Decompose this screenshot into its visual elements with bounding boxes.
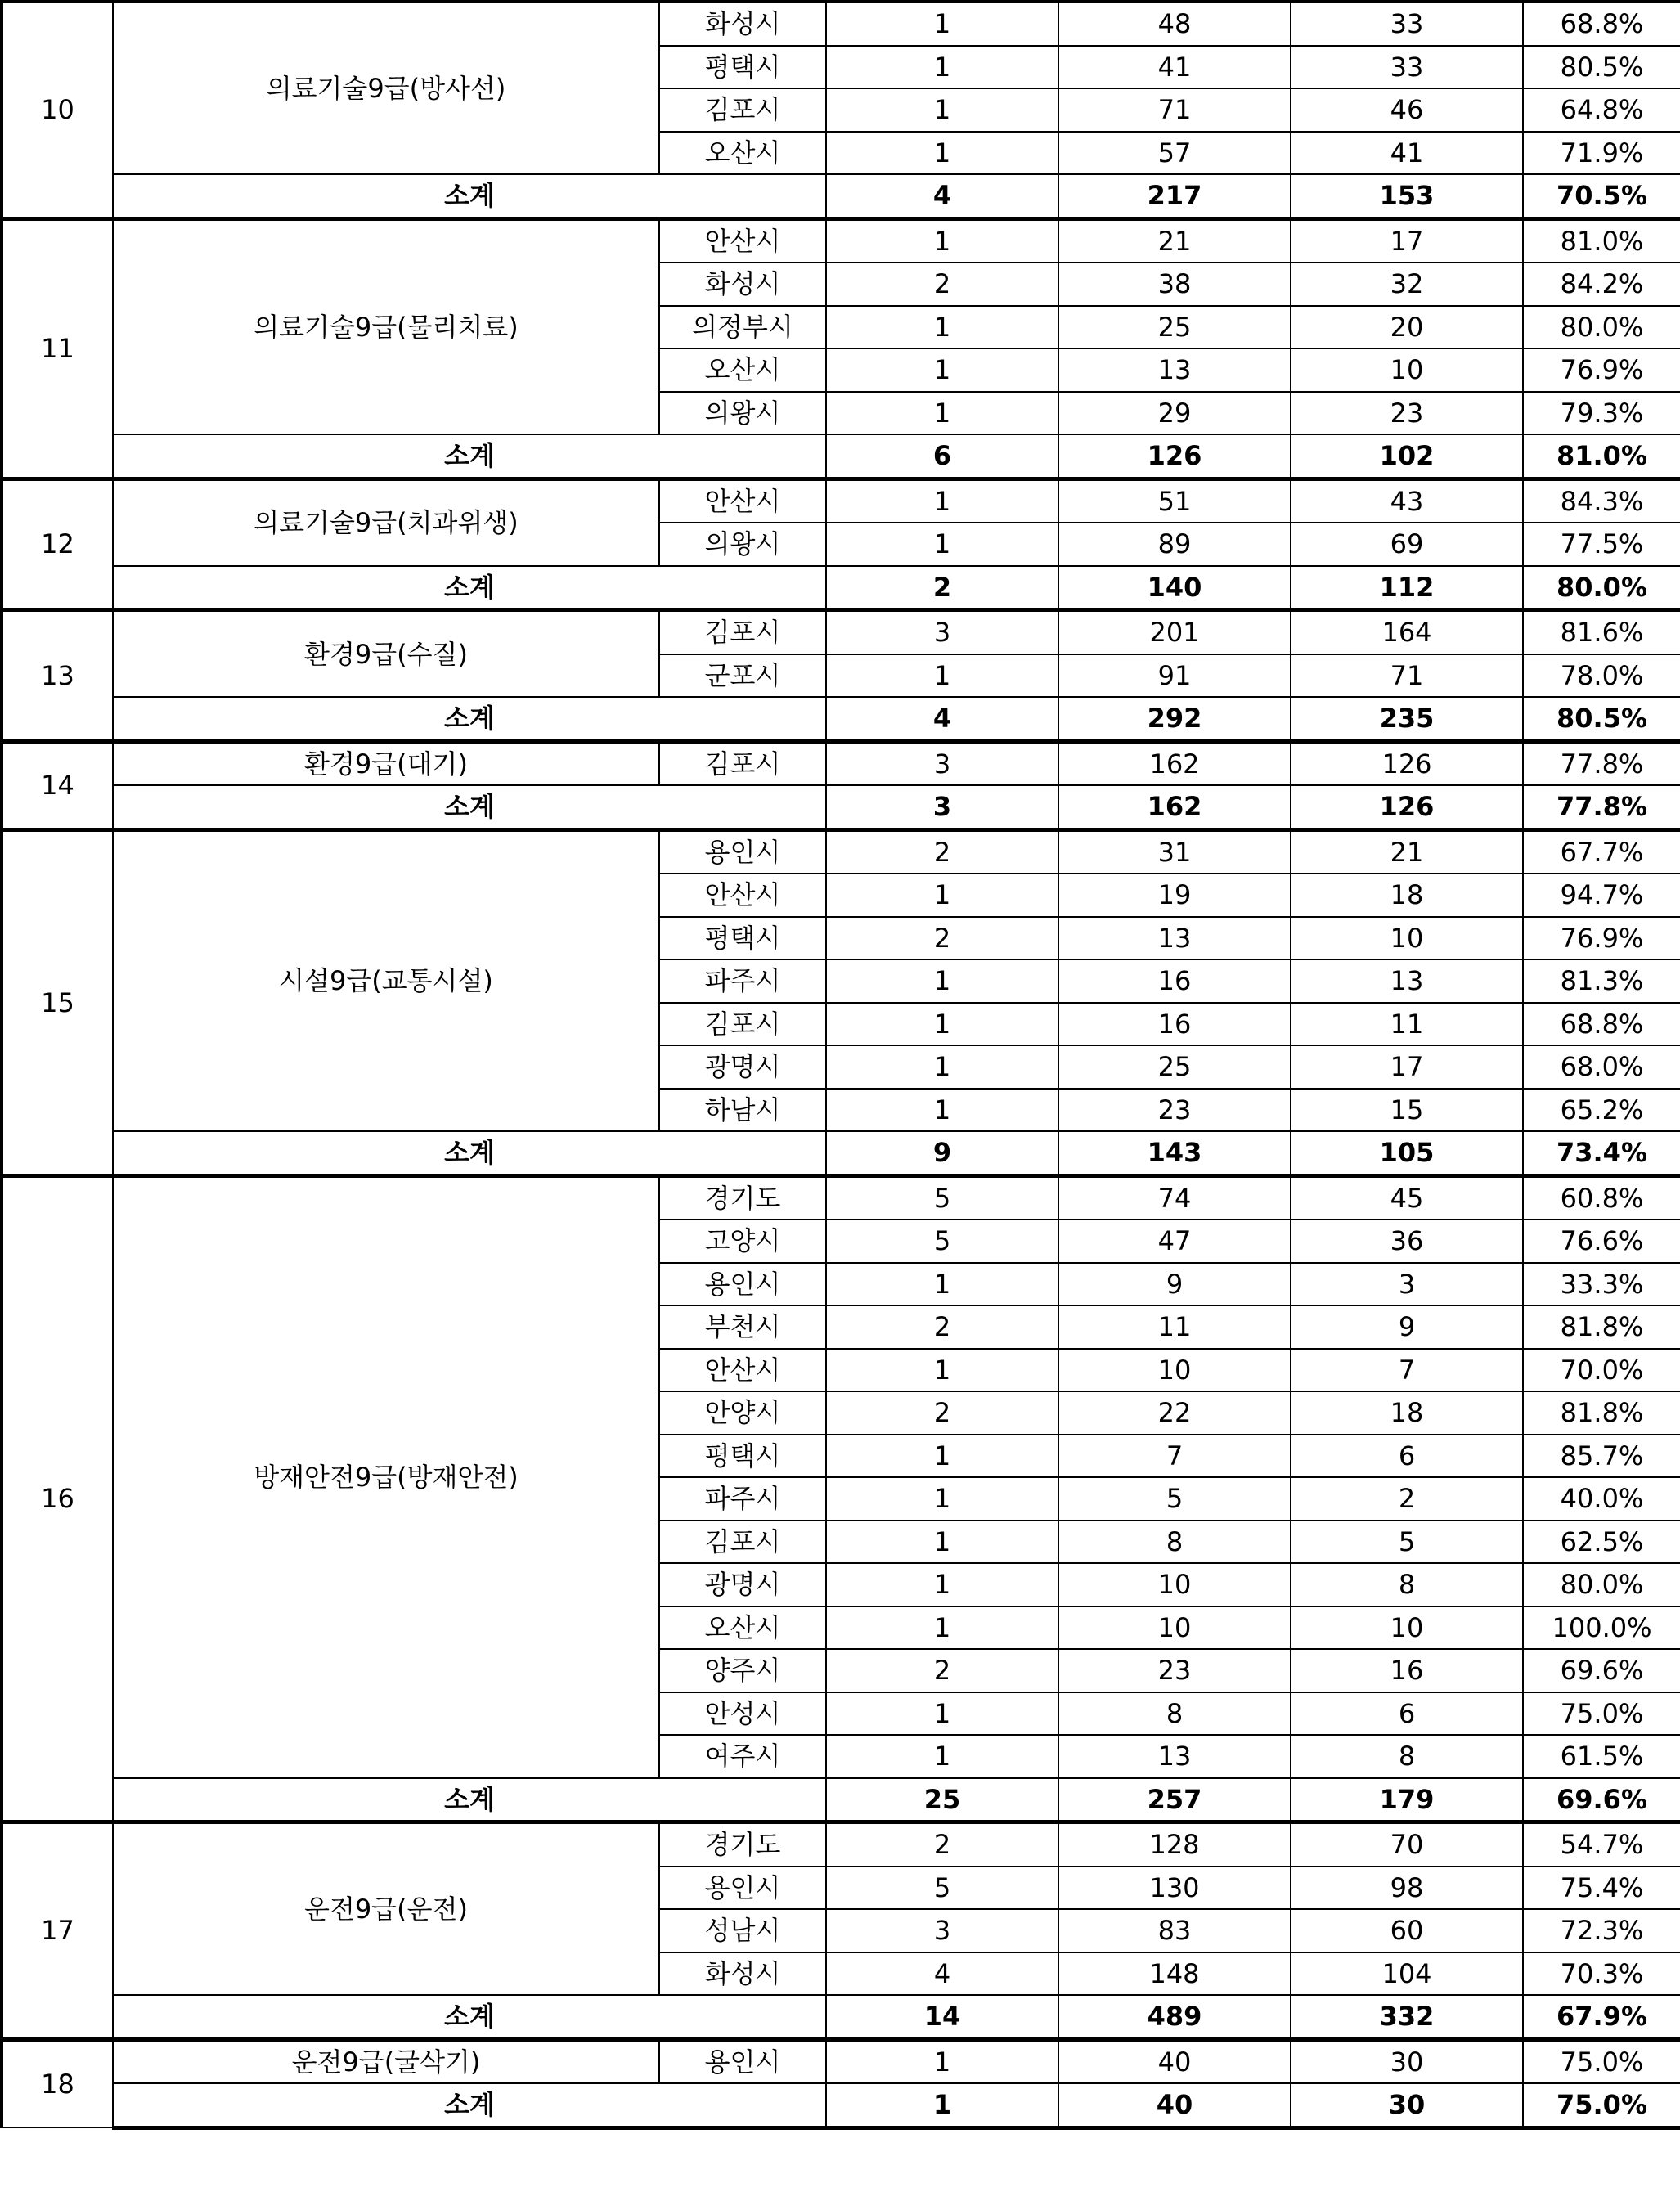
group-number: 16 [2, 1175, 113, 1822]
region-cell: 오산시 [659, 132, 826, 175]
applicants-cell: 13 [1058, 917, 1291, 960]
rate-cell: 71.9% [1523, 132, 1680, 175]
hires-cell: 1 [826, 218, 1058, 263]
region-cell: 성남시 [659, 1909, 826, 1952]
table-row [2, 1175, 1680, 1220]
subtotal-row [2, 697, 1680, 741]
subtotal-rate: 81.0% [1523, 434, 1680, 478]
applicants-cell: 71 [1058, 88, 1291, 132]
hires-cell: 1 [826, 654, 1058, 698]
attendees-cell: 41 [1291, 132, 1523, 175]
region-cell: 의왕시 [659, 523, 826, 566]
rate-cell: 77.5% [1523, 523, 1680, 566]
position-name: 의료기술9급(치과위생) [113, 478, 659, 566]
rate-cell: 76.9% [1523, 348, 1680, 392]
subtotal-attendees: 179 [1291, 1778, 1523, 1822]
rate-cell: 33.3% [1523, 1263, 1680, 1306]
rate-cell: 81.8% [1523, 1305, 1680, 1349]
rate-cell: 81.0% [1523, 218, 1680, 263]
rate-cell: 67.7% [1523, 829, 1680, 874]
region-cell: 경기도 [659, 1822, 826, 1867]
region-cell: 파주시 [659, 1477, 826, 1521]
region-cell: 용인시 [659, 1867, 826, 1910]
position-name: 운전9급(운전) [113, 1822, 659, 1996]
region-cell: 김포시 [659, 1003, 826, 1046]
region-cell: 화성시 [659, 1952, 826, 1996]
subtotal-attendees: 30 [1291, 2083, 1523, 2127]
rate-cell: 60.8% [1523, 1175, 1680, 1220]
applicants-cell: 29 [1058, 392, 1291, 435]
attendees-cell: 21 [1291, 829, 1523, 874]
subtotal-row [2, 2083, 1680, 2127]
applicants-cell: 8 [1058, 1521, 1291, 1564]
applicants-cell: 23 [1058, 1649, 1291, 1692]
attendees-cell: 30 [1291, 2039, 1523, 2083]
table-row [2, 478, 1680, 523]
rate-cell: 81.3% [1523, 959, 1680, 1003]
group-number: 10 [2, 2, 113, 218]
region-cell: 의정부시 [659, 306, 826, 349]
table-row [2, 829, 1680, 874]
applicants-cell: 89 [1058, 523, 1291, 566]
region-cell: 오산시 [659, 348, 826, 392]
applicants-cell: 25 [1058, 1045, 1291, 1089]
hires-cell: 1 [826, 132, 1058, 175]
attendees-cell: 17 [1291, 1045, 1523, 1089]
subtotal-row [2, 566, 1680, 610]
attendees-cell: 7 [1291, 1349, 1523, 1392]
rate-cell: 72.3% [1523, 1909, 1680, 1952]
region-cell: 광명시 [659, 1045, 826, 1089]
rate-cell: 85.7% [1523, 1435, 1680, 1478]
applicants-cell: 130 [1058, 1867, 1291, 1910]
attendees-cell: 60 [1291, 1909, 1523, 1952]
rate-cell: 77.8% [1523, 741, 1680, 785]
hires-cell: 1 [826, 1045, 1058, 1089]
hires-cell: 2 [826, 1305, 1058, 1349]
region-cell: 용인시 [659, 829, 826, 874]
subtotal-rate: 75.0% [1523, 2083, 1680, 2127]
region-cell: 용인시 [659, 2039, 826, 2083]
attendees-cell: 70 [1291, 1822, 1523, 1867]
subtotal-applicants: 162 [1058, 785, 1291, 829]
applicants-cell: 8 [1058, 1692, 1291, 1736]
region-cell: 용인시 [659, 1263, 826, 1306]
hires-cell: 1 [826, 2, 1058, 46]
hires-cell: 1 [826, 1435, 1058, 1478]
attendees-cell: 33 [1291, 2, 1523, 46]
region-cell: 안산시 [659, 478, 826, 523]
subtotal-rate: 69.6% [1523, 1778, 1680, 1822]
group-number: 14 [2, 741, 113, 829]
attendees-cell: 18 [1291, 874, 1523, 917]
region-cell: 안양시 [659, 1391, 826, 1435]
hires-cell: 1 [826, 1521, 1058, 1564]
subtotal-hires: 6 [826, 434, 1058, 478]
position-name: 시설9급(교통시설) [113, 829, 659, 1131]
subtotal-rate: 80.5% [1523, 697, 1680, 741]
attendees-cell: 46 [1291, 88, 1523, 132]
attendees-cell: 11 [1291, 1003, 1523, 1046]
table-row [2, 1822, 1680, 1867]
region-cell: 파주시 [659, 959, 826, 1003]
table-row [2, 218, 1680, 263]
region-cell: 군포시 [659, 654, 826, 698]
subtotal-attendees: 332 [1291, 1995, 1523, 2039]
hires-cell: 1 [826, 959, 1058, 1003]
hires-cell: 1 [826, 1692, 1058, 1736]
hires-cell: 5 [826, 1175, 1058, 1220]
subtotal-hires: 14 [826, 1995, 1058, 2039]
hires-cell: 1 [826, 1735, 1058, 1778]
subtotal-hires: 1 [826, 2083, 1058, 2127]
applicants-cell: 74 [1058, 1175, 1291, 1220]
subtotal-label: 소계 [113, 697, 826, 741]
attendees-cell: 6 [1291, 1435, 1523, 1478]
subtotal-applicants: 292 [1058, 697, 1291, 741]
subtotal-applicants: 126 [1058, 434, 1291, 478]
region-cell: 김포시 [659, 741, 826, 785]
applicants-cell: 128 [1058, 1822, 1291, 1867]
group-number: 17 [2, 1822, 113, 2040]
subtotal-label: 소계 [113, 434, 826, 478]
attendees-cell: 69 [1291, 523, 1523, 566]
applicants-cell: 16 [1058, 959, 1291, 1003]
rate-cell: 70.0% [1523, 1349, 1680, 1392]
rate-cell: 76.6% [1523, 1220, 1680, 1263]
applicants-cell: 22 [1058, 1391, 1291, 1435]
subtotal-label: 소계 [113, 174, 826, 218]
applicants-cell: 7 [1058, 1435, 1291, 1478]
hires-cell: 2 [826, 1391, 1058, 1435]
subtotal-rate: 70.5% [1523, 174, 1680, 218]
rate-cell: 75.0% [1523, 1692, 1680, 1736]
applicants-cell: 162 [1058, 741, 1291, 785]
hires-cell: 1 [826, 1349, 1058, 1392]
hires-cell: 5 [826, 1220, 1058, 1263]
region-cell: 안산시 [659, 874, 826, 917]
rate-cell: 61.5% [1523, 1735, 1680, 1778]
attendees-cell: 20 [1291, 306, 1523, 349]
subtotal-applicants: 217 [1058, 174, 1291, 218]
hires-cell: 1 [826, 874, 1058, 917]
applicants-cell: 83 [1058, 1909, 1291, 1952]
attendees-cell: 98 [1291, 1867, 1523, 1910]
rate-cell: 84.2% [1523, 263, 1680, 306]
hires-cell: 2 [826, 917, 1058, 960]
rate-cell: 94.7% [1523, 874, 1680, 917]
hires-cell: 2 [826, 1649, 1058, 1692]
subtotal-row [2, 1131, 1680, 1175]
subtotal-hires: 25 [826, 1778, 1058, 1822]
hires-cell: 1 [826, 1263, 1058, 1306]
subtotal-hires: 2 [826, 566, 1058, 610]
rate-cell: 65.2% [1523, 1089, 1680, 1132]
region-cell: 의왕시 [659, 392, 826, 435]
subtotal-hires: 4 [826, 697, 1058, 741]
rate-cell: 100.0% [1523, 1606, 1680, 1650]
attendees-cell: 5 [1291, 1521, 1523, 1564]
hires-cell: 3 [826, 610, 1058, 654]
region-cell: 평택시 [659, 917, 826, 960]
rate-cell: 84.3% [1523, 478, 1680, 523]
attendees-cell: 8 [1291, 1735, 1523, 1778]
region-cell: 양주시 [659, 1649, 826, 1692]
position-name: 운전9급(굴삭기) [113, 2039, 659, 2083]
applicants-cell: 201 [1058, 610, 1291, 654]
hires-cell: 1 [826, 1606, 1058, 1650]
group-number: 12 [2, 478, 113, 610]
applicants-cell: 10 [1058, 1349, 1291, 1392]
attendees-cell: 10 [1291, 1606, 1523, 1650]
region-cell: 안성시 [659, 1692, 826, 1736]
subtotal-hires: 3 [826, 785, 1058, 829]
region-cell: 부천시 [659, 1305, 826, 1349]
region-cell: 김포시 [659, 610, 826, 654]
region-cell: 오산시 [659, 1606, 826, 1650]
subtotal-applicants: 143 [1058, 1131, 1291, 1175]
position-name: 의료기술9급(물리치료) [113, 218, 659, 434]
region-cell: 화성시 [659, 2, 826, 46]
subtotal-applicants: 140 [1058, 566, 1291, 610]
region-cell: 고양시 [659, 1220, 826, 1263]
subtotal-label: 소계 [113, 1778, 826, 1822]
applicants-cell: 48 [1058, 2, 1291, 46]
subtotal-row [2, 174, 1680, 218]
subtotal-label: 소계 [113, 1995, 826, 2039]
attendees-cell: 71 [1291, 654, 1523, 698]
table-row [2, 610, 1680, 654]
attendees-cell: 3 [1291, 1263, 1523, 1306]
hires-cell: 1 [826, 478, 1058, 523]
table-row [2, 2039, 1680, 2083]
subtotal-attendees: 126 [1291, 785, 1523, 829]
subtotal-attendees: 235 [1291, 697, 1523, 741]
rate-cell: 69.6% [1523, 1649, 1680, 1692]
subtotal-applicants: 489 [1058, 1995, 1291, 2039]
region-cell: 화성시 [659, 263, 826, 306]
attendees-cell: 164 [1291, 610, 1523, 654]
hires-cell: 2 [826, 1822, 1058, 1867]
position-name: 의료기술9급(방사선) [113, 2, 659, 174]
attendees-cell: 36 [1291, 1220, 1523, 1263]
region-cell: 평택시 [659, 46, 826, 89]
attendees-cell: 2 [1291, 1477, 1523, 1521]
applicants-cell: 51 [1058, 478, 1291, 523]
applicants-cell: 23 [1058, 1089, 1291, 1132]
attendees-cell: 126 [1291, 741, 1523, 785]
attendees-cell: 33 [1291, 46, 1523, 89]
applicants-cell: 10 [1058, 1606, 1291, 1650]
attendees-cell: 16 [1291, 1649, 1523, 1692]
subtotal-rate: 67.9% [1523, 1995, 1680, 2039]
subtotal-attendees: 153 [1291, 174, 1523, 218]
subtotal-row [2, 1778, 1680, 1822]
region-cell: 하남시 [659, 1089, 826, 1132]
hires-cell: 1 [826, 523, 1058, 566]
subtotal-row [2, 434, 1680, 478]
subtotal-label: 소계 [113, 785, 826, 829]
rate-cell: 62.5% [1523, 1521, 1680, 1564]
subtotal-label: 소계 [113, 2083, 826, 2127]
hires-cell: 1 [826, 348, 1058, 392]
hires-cell: 1 [826, 1477, 1058, 1521]
hires-cell: 2 [826, 263, 1058, 306]
applicants-cell: 16 [1058, 1003, 1291, 1046]
attendees-cell: 13 [1291, 959, 1523, 1003]
table-row [2, 2, 1680, 46]
hires-cell: 1 [826, 1089, 1058, 1132]
attendees-cell: 18 [1291, 1391, 1523, 1435]
applicants-cell: 10 [1058, 1563, 1291, 1606]
region-cell: 안산시 [659, 218, 826, 263]
subtotal-row [2, 1995, 1680, 2039]
attendees-cell: 10 [1291, 917, 1523, 960]
position-name: 방재안전9급(방재안전) [113, 1175, 659, 1778]
region-cell: 경기도 [659, 1175, 826, 1220]
applicants-cell: 41 [1058, 46, 1291, 89]
attendees-cell: 15 [1291, 1089, 1523, 1132]
applicants-cell: 9 [1058, 1263, 1291, 1306]
subtotal-label: 소계 [113, 566, 826, 610]
attendees-cell: 104 [1291, 1952, 1523, 1996]
rate-cell: 54.7% [1523, 1822, 1680, 1867]
applicants-cell: 40 [1058, 2039, 1291, 2083]
attendees-cell: 8 [1291, 1563, 1523, 1606]
hires-cell: 1 [826, 306, 1058, 349]
rate-cell: 75.4% [1523, 1867, 1680, 1910]
group-number: 15 [2, 829, 113, 1175]
subtotal-attendees: 105 [1291, 1131, 1523, 1175]
subtotal-row [2, 785, 1680, 829]
region-cell: 안산시 [659, 1349, 826, 1392]
applicants-cell: 38 [1058, 263, 1291, 306]
subtotal-rate: 73.4% [1523, 1131, 1680, 1175]
subtotal-attendees: 102 [1291, 434, 1523, 478]
position-name: 환경9급(대기) [113, 741, 659, 785]
attendees-cell: 23 [1291, 392, 1523, 435]
region-cell: 김포시 [659, 88, 826, 132]
hires-cell: 1 [826, 2039, 1058, 2083]
applicants-cell: 25 [1058, 306, 1291, 349]
region-cell: 여주시 [659, 1735, 826, 1778]
rate-cell: 70.3% [1523, 1952, 1680, 1996]
rate-cell: 81.8% [1523, 1391, 1680, 1435]
rate-cell: 81.6% [1523, 610, 1680, 654]
rate-cell: 68.8% [1523, 1003, 1680, 1046]
hires-cell: 4 [826, 1952, 1058, 1996]
applicants-cell: 13 [1058, 1735, 1291, 1778]
rate-cell: 68.8% [1523, 2, 1680, 46]
subtotal-rate: 77.8% [1523, 785, 1680, 829]
hires-cell: 3 [826, 1909, 1058, 1952]
rate-cell: 80.5% [1523, 46, 1680, 89]
hires-cell: 1 [826, 1003, 1058, 1046]
attendees-cell: 17 [1291, 218, 1523, 263]
applicants-cell: 5 [1058, 1477, 1291, 1521]
rate-cell: 80.0% [1523, 306, 1680, 349]
subtotal-hires: 9 [826, 1131, 1058, 1175]
attendees-cell: 32 [1291, 263, 1523, 306]
attendees-cell: 9 [1291, 1305, 1523, 1349]
hires-cell: 5 [826, 1867, 1058, 1910]
table-row [2, 741, 1680, 785]
hires-cell: 2 [826, 829, 1058, 874]
applicants-cell: 148 [1058, 1952, 1291, 1996]
attendees-cell: 6 [1291, 1692, 1523, 1736]
hires-cell: 1 [826, 392, 1058, 435]
table-body [2, 2, 1680, 2127]
group-number: 11 [2, 218, 113, 478]
position-name: 환경9급(수질) [113, 610, 659, 698]
group-number: 18 [2, 2039, 113, 2127]
subtotal-label: 소계 [113, 1131, 826, 1175]
rate-cell: 79.3% [1523, 392, 1680, 435]
applicants-cell: 47 [1058, 1220, 1291, 1263]
rate-cell: 64.8% [1523, 88, 1680, 132]
applicants-cell: 11 [1058, 1305, 1291, 1349]
region-cell: 평택시 [659, 1435, 826, 1478]
group-number: 13 [2, 610, 113, 742]
subtotal-applicants: 40 [1058, 2083, 1291, 2127]
subtotal-hires: 4 [826, 174, 1058, 218]
applicants-cell: 57 [1058, 132, 1291, 175]
applicants-cell: 13 [1058, 348, 1291, 392]
attendees-cell: 45 [1291, 1175, 1523, 1220]
hires-cell: 1 [826, 46, 1058, 89]
hires-cell: 1 [826, 88, 1058, 132]
hires-cell: 1 [826, 1563, 1058, 1606]
hires-cell: 3 [826, 741, 1058, 785]
rate-cell: 80.0% [1523, 1563, 1680, 1606]
rate-cell: 75.0% [1523, 2039, 1680, 2083]
subtotal-attendees: 112 [1291, 566, 1523, 610]
subtotal-applicants: 257 [1058, 1778, 1291, 1822]
rate-cell: 78.0% [1523, 654, 1680, 698]
rate-cell: 76.9% [1523, 917, 1680, 960]
region-cell: 김포시 [659, 1521, 826, 1564]
region-cell: 광명시 [659, 1563, 826, 1606]
subtotal-rate: 80.0% [1523, 566, 1680, 610]
attendees-cell: 10 [1291, 348, 1523, 392]
applicants-cell: 31 [1058, 829, 1291, 874]
applicants-cell: 21 [1058, 218, 1291, 263]
applicants-cell: 19 [1058, 874, 1291, 917]
rate-cell: 68.0% [1523, 1045, 1680, 1089]
rate-cell: 40.0% [1523, 1477, 1680, 1521]
attendees-cell: 43 [1291, 478, 1523, 523]
applicants-cell: 91 [1058, 654, 1291, 698]
